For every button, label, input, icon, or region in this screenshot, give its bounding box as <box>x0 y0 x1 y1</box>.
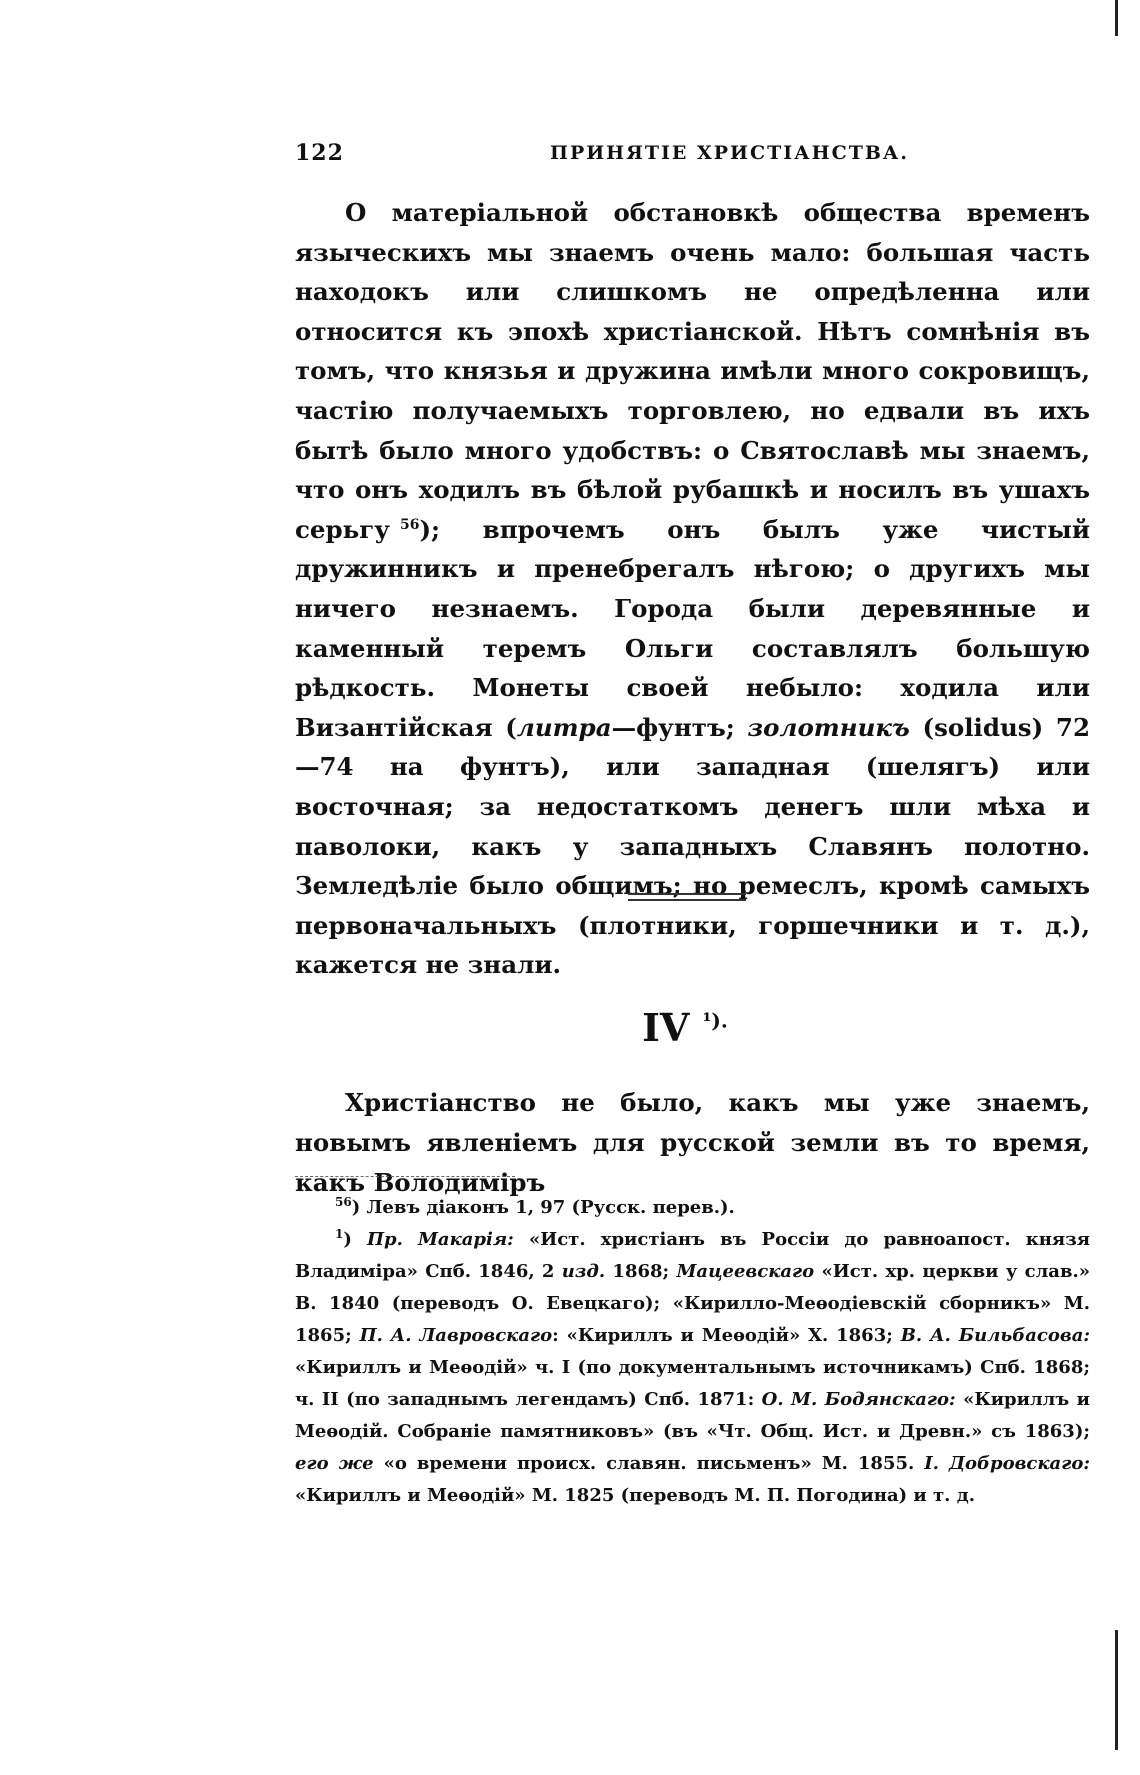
running-title: ПРИНЯТІЕ ХРИСТІАНСТВА. <box>550 142 909 164</box>
text-run: (solidus) 72—74 на фунтъ), или западная (шелягъ) или восточная; за недостаткомъ денегъ шли мѣха и паволоки, какъ у западныхъ Славянъ полотно. Земледѣліе было общимъ; но ремеслъ, кромѣ самыхъ первоначальныхъ (плотники, горшечники и т. д.), кажется не знали. <box>295 712 1090 980</box>
footnote-text: «Кириллъ и Меѳодій» ч. I (по документальнымъ источникамъ) Спб. 1868; ч. II (по западнымъ легендамъ) Спб. 1871: <box>295 1357 1090 1410</box>
author-name: О. М. Бодянскаго: <box>761 1389 956 1410</box>
footnote-text: «Кириллъ и Меѳодій. Собраніе памятниковъ» (въ «Чт. Общ. Ист. и Древн.» съ 1863); <box>295 1389 1090 1442</box>
footnote-text: «Кириллъ и Меѳодій» М. 1825 (переводъ М. П. Погодина) и т. д. <box>295 1485 975 1506</box>
footnote-separator <box>295 1176 515 1177</box>
footnote-text: : «Кириллъ и Меѳодій» Х. 1863; <box>552 1325 901 1346</box>
text-run: —фунтъ; <box>611 712 748 742</box>
author-name: Пр. Макарія: <box>367 1229 514 1250</box>
italic-term: изд. <box>561 1261 606 1282</box>
footnote-text: 1868; <box>605 1261 677 1282</box>
footnote-56 <box>295 1192 1090 1224</box>
author-name: І. Добровскаго: <box>924 1453 1090 1474</box>
divider-line <box>628 893 746 895</box>
author-name: В. А. Бильбасова: <box>900 1325 1091 1346</box>
scan-edge-mark <box>1115 0 1118 36</box>
paragraph: Христіанство не было, какъ мы уже знаемъ, новымъ явленіемъ для русской земли въ то время, какъ Володиміръ <box>295 1088 1090 1197</box>
paragraph <box>295 193 1090 985</box>
section-divider <box>628 893 746 902</box>
footnote-1 <box>295 1224 1090 1512</box>
italic-term: золотникъ <box>747 712 910 742</box>
italic-term: литра <box>516 712 612 742</box>
heading-footnote-mark: ¹). <box>702 1008 728 1033</box>
footnote-text: «Ист. хр. церкви у слав.» В. 1840 (переводъ О. Евецкаго); «Кирилло-Меѳодіевскій сборникъ» М. 1865; <box>295 1261 1090 1346</box>
section-paragraph-block <box>295 1083 1090 1203</box>
footnotes <box>295 1192 1090 1512</box>
author-name: Мацеевскаго <box>676 1261 815 1282</box>
footnote-mark: 56 <box>335 1195 352 1209</box>
footnote-text: ) Левъ діаконъ 1, 97 (Русск. перев.). <box>351 1197 735 1218</box>
footnote-text: ) <box>343 1229 368 1250</box>
author-name: П. А. Лавровскаго <box>359 1325 553 1346</box>
footnote-mark: 1 <box>335 1227 344 1241</box>
text-run: О матеріальной обстановкѣ общества временъ языческихъ мы знаемъ очень мало: большая часть находокъ или слишкомъ не опредѣленна или относится къ эпохѣ христіанской. Нѣтъ сомнѣнія въ томъ, что князья и дружина имѣли много сокровищъ, частію получаемыхъ торговлею, но едвали въ ихъ бытѣ было много удобствъ: о Святославѣ мы знаемъ, что онъ ходилъ въ бѣлой рубашкѣ и носилъ въ ушахъ серьгу <box>295 198 1090 544</box>
running-head <box>295 140 1090 170</box>
page-number: 122 <box>295 140 344 166</box>
scan-edge-mark <box>1115 1630 1118 1750</box>
text-run: ); впрочемъ онъ былъ уже чистый дружинникъ и пренебрегалъ нѣгою; о другихъ мы ничего незнаемъ. Города были деревянные и каменный теремъ Ольги составлялъ большую рѣдкость. Монеты своей небыло: ходила или Византійская ( <box>295 514 1090 742</box>
footnote-text: «о времени происх. славян. письменъ» М. 1855. <box>373 1453 925 1474</box>
footnote-text: «Ист. христіанъ въ Россіи до равноапост. князя Владиміра» Спб. 1846, 2 <box>295 1229 1090 1282</box>
section-number: IV <box>642 1005 690 1050</box>
italic-term: его же <box>295 1453 374 1474</box>
footnote-reference: 56 <box>399 516 420 533</box>
main-paragraph-block <box>295 193 1090 985</box>
section-heading <box>0 1005 1140 1050</box>
divider-line <box>628 899 746 901</box>
